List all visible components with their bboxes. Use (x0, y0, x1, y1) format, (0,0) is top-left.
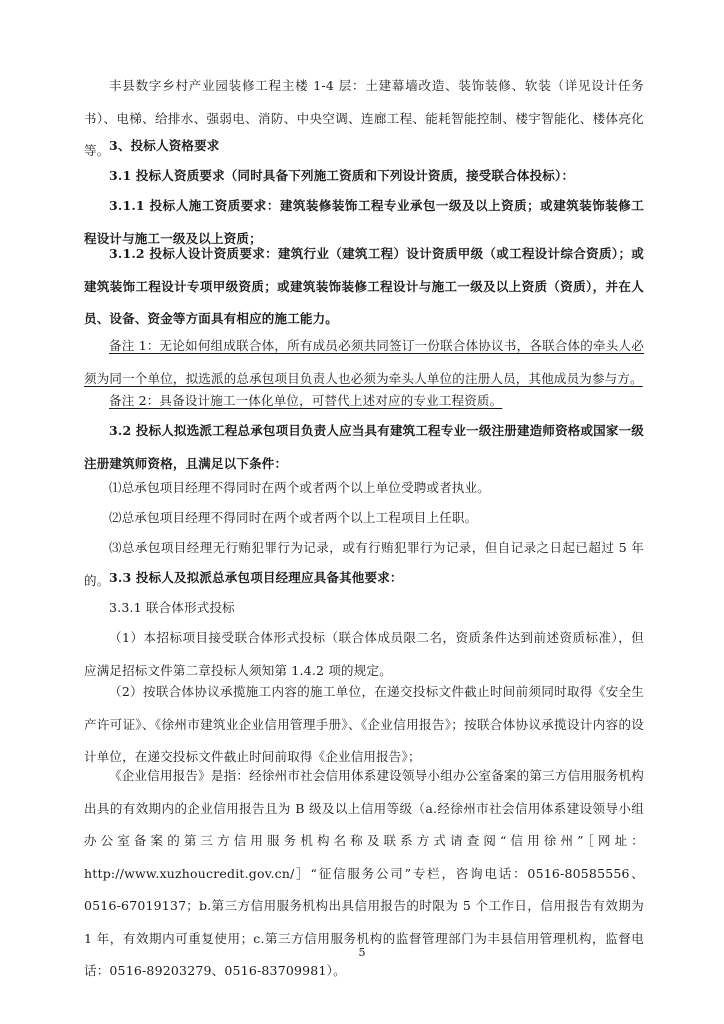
note-2: 备注 2：具备设计施工一体化单位，可替代上述对应的专业工程资质。 (109, 393, 503, 408)
condition-1: ⑴总承包项目经理不得同时在两个或者两个以上单位受聘或者执业。 (109, 480, 491, 495)
paragraph-item-1: （1）本招标项目接受联合体形式投标（联合体成员限二名，资质条件达到前述资质标准），但应满足招标文件第二章投标人须知第 1.4.2 项的规定。 (84, 630, 644, 678)
paragraph-item-2: （2）按联合体协议承揽施工内容的施工单位，在递交投标文件截止时间前须同时取得《安全生产许可证》、《徐州市建筑业企业信用管理手册》、《企业信用报告》；按联合体协议承揽设计内容的设计单位，在递交投标文件截止时间前取得《企业信用报告》； (84, 684, 644, 764)
paragraph-3-1: 3.1 投标人资质要求（同时具备下列施工资质和下列设计资质，接受联合体投标）： (109, 168, 575, 183)
paragraph-3-3-1: 3.3.1 联合体形式投标 (109, 600, 235, 615)
page-number: 5 (358, 946, 366, 959)
heading-qualification: 3、投标人资格要求 (109, 138, 220, 153)
condition-3: ⑶总承包项目经理无行贿犯罪行为记录，或有行贿犯罪行为记录，但自记录之日起已超过 5 年的。 (84, 540, 644, 588)
note-1: 备注 1：无论如何组成联合体，所有成员必须共同签订一份联合体协议书，各联合体的牵头人必须为同一个单位，拟选派的总承包项目负责人也必须为牵头人单位的注册人员，其他成员为参与方。 (84, 338, 644, 386)
paragraph-3-3: 3.3 投标人及拟派总承包项目经理应具备其他要求： (109, 570, 403, 585)
paragraph-3-2: 3.2 投标人拟选派工程总承包项目负责人应当具有建筑工程专业一级注册建造师资格或国家一级注册建筑师资格，且满足以下条件： (84, 423, 644, 471)
paragraph-3-1-2: 3.1.2 投标人设计资质要求：建筑行业（建筑工程）设计资质甲级（或工程设计综合资质）；或建筑装饰工程设计专项甲级资质；或建筑装饰装修工程设计与施工一级及以上资质（资质），并在人员、设备、资金等方面具有相应的施工能力。 (84, 246, 644, 326)
paragraph-scope: 丰县数字乡村产业园装修工程主楼 1-4 层：土建幕墙改造、装饰装修、软装（详见设计任务书）、电梯、给排水、强弱电、消防、中央空调、连廊工程、能耗智能控制、楼宇智能化、楼体亮化等。 (84, 78, 644, 158)
condition-2: ⑵总承包项目经理不得同时在两个或者两个以上工程项目上任职。 (109, 510, 478, 525)
paragraph-credit-report: 《企业信用报告》是指：经徐州市社会信用体系建设领导小组办公室备案的第三方信用服务机构出具的有效期内的企业信用报告且为 B 级及以上信用等级（a.经徐州市社会信用体系建设领导小组办公室备案的第三方信用服务机构名称及联系方式请查阅“信用徐州”［网址：http://www.xuzhoucredit.gov.cn/］“征信服务公司”专栏，咨询电话：0516-80585556、0516-67019137；b.第三方信用服务机构出具信用报告的时限为 5 个工作日，信用报告有效期为 1 年，有效期内可重复使用；c.第三方信用服务机构的监督管理部门为丰县信用管理机构，监督电话：0516-89203279、0516-83709981）。 (84, 768, 644, 978)
paragraph-3-1-1: 3.1.1 投标人施工资质要求：建筑装修装饰工程专业承包一级及以上资质；或建筑装饰装修工程设计与施工一级及以上资质； (84, 198, 644, 246)
